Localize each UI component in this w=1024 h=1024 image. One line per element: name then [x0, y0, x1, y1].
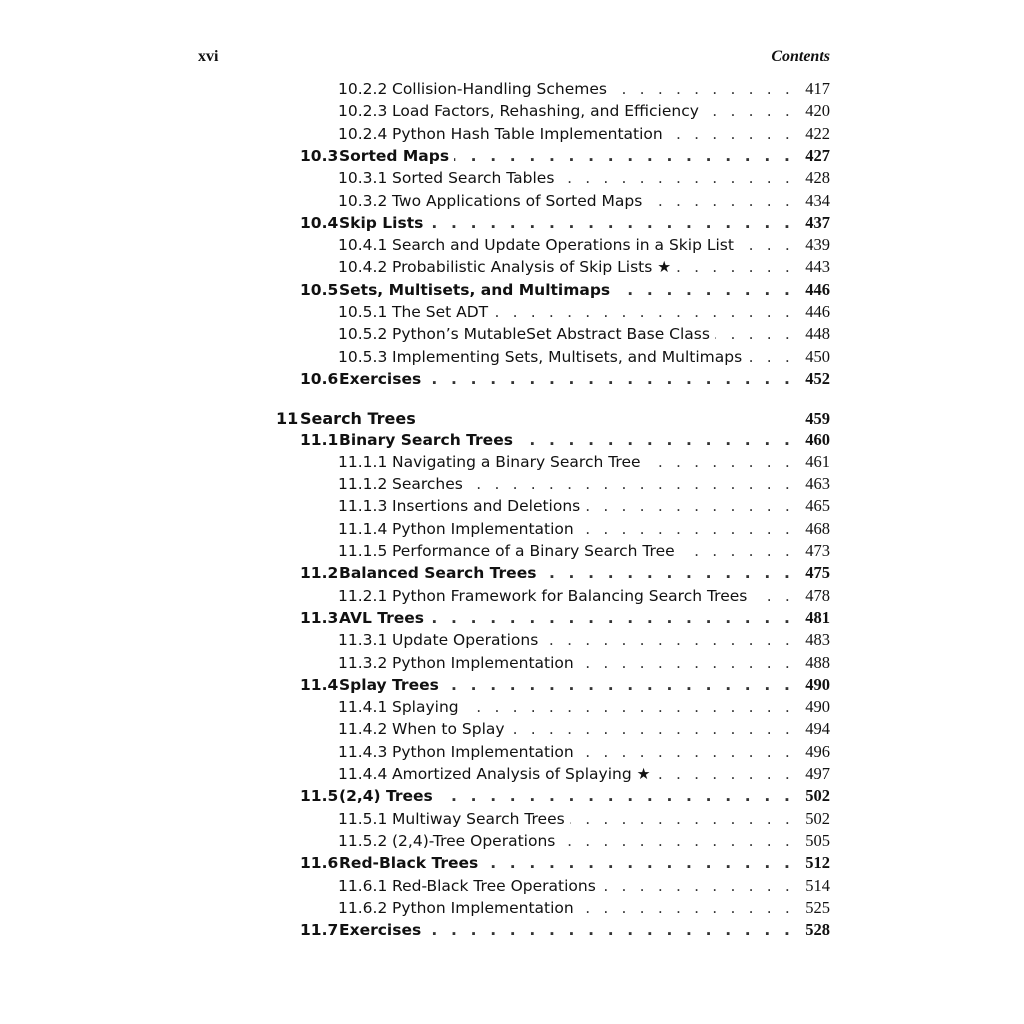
toc-entry-title: (2,4)-Tree Operations	[392, 830, 560, 852]
toc-entry-page: 422	[796, 123, 830, 145]
toc-entry[interactable]	[300, 852, 830, 874]
toc-entry-title: Sorted Search Tables	[392, 167, 559, 189]
toc-entry[interactable]	[300, 212, 830, 234]
toc-entry-number: 10.4.2	[338, 258, 388, 277]
toc-entry[interactable]	[276, 408, 830, 430]
toc-leader-dots	[570, 808, 794, 830]
toc-entry-number: 11.3.2	[338, 653, 388, 672]
toc-leader-dots	[747, 346, 794, 368]
toc-entry[interactable]	[338, 256, 830, 278]
toc-leader-dots	[601, 875, 794, 897]
toc-leader-dots	[579, 741, 794, 763]
toc-entry-page: 478	[796, 585, 830, 607]
toc-entry-number: 11.1.3	[338, 497, 388, 516]
toc-entry[interactable]	[338, 518, 830, 540]
toc-leader-dots	[646, 451, 794, 473]
toc-entry[interactable]	[300, 429, 830, 451]
toc-entry[interactable]	[300, 785, 830, 807]
toc-leader-dots	[428, 212, 794, 234]
toc-entry-page: 496	[796, 741, 830, 763]
toc-leader-dots	[704, 100, 794, 122]
toc-entry-page: 443	[796, 256, 830, 278]
toc-entry-page: 427	[796, 145, 830, 167]
toc-entry-title: Python Implementation	[392, 652, 579, 674]
toc-leader-dots	[668, 123, 794, 145]
toc-entry-title: AVL Trees	[339, 607, 429, 629]
toc-leader-dots	[510, 718, 794, 740]
toc-entry-title: Skip Lists	[339, 212, 428, 234]
toc-leader-dots	[612, 78, 794, 100]
toc-entry-page: 497	[796, 763, 830, 785]
page-number-label: xvi	[198, 48, 219, 65]
toc-entry-number: 11.3.1	[338, 631, 388, 650]
toc-entry-number: 11.4.3	[338, 742, 388, 761]
toc-leader-dots	[579, 518, 794, 540]
toc-leader-dots	[483, 852, 794, 874]
toc-entry-title: Multiway Search Trees	[392, 808, 570, 830]
toc-entry-page: 481	[796, 607, 830, 629]
toc-entry-title: When to Splay	[392, 718, 510, 740]
toc-entry-title: Search Trees	[300, 408, 421, 430]
toc-entry-title: Sets, Multisets, and Multimaps	[339, 279, 615, 301]
toc-entry[interactable]	[338, 696, 830, 718]
toc-entry-title: Exercises	[339, 919, 426, 941]
toc-entry[interactable]	[300, 145, 830, 167]
toc-entry-page: 475	[796, 562, 830, 584]
toc-entry-page: 494	[796, 718, 830, 740]
toc-entry-title: Python Framework for Balancing Search Trees	[392, 585, 752, 607]
toc-entry-title: Load Factors, Rehashing, and Efficiency	[392, 100, 704, 122]
toc-entry-page: 488	[796, 652, 830, 674]
toc-entry-page: 468	[796, 518, 830, 540]
toc-entry-page: 473	[796, 540, 830, 562]
toc-leader-dots	[426, 368, 794, 390]
toc-entry-page: 512	[796, 852, 830, 874]
toc-leader-dots	[752, 585, 794, 607]
toc-entry-number: 11.6	[300, 854, 339, 873]
toc-entry-number: 11.4.1	[338, 698, 388, 717]
toc-entry[interactable]	[338, 495, 830, 517]
toc-entry-page: 465	[796, 495, 830, 517]
toc-entry-number: 11.6.2	[338, 898, 388, 917]
toc-entry-number: 10.2.4	[338, 124, 388, 143]
toc-entry-number: 10.5.3	[338, 347, 388, 366]
toc-entry[interactable]	[338, 830, 830, 852]
toc-entry-page: 514	[796, 875, 830, 897]
toc-entry-number: 11.5	[300, 787, 339, 806]
toc-entry-page: 448	[796, 323, 830, 345]
toc-entry[interactable]	[338, 78, 830, 100]
toc-entry-title: Python Implementation	[392, 897, 579, 919]
toc-entry-page: 502	[796, 785, 830, 807]
toc-entry-number: 11.2.1	[338, 586, 388, 605]
toc-entry[interactable]	[338, 741, 830, 763]
toc-entry[interactable]	[338, 763, 830, 785]
toc-entry[interactable]	[338, 808, 830, 830]
toc-entry-number: 11.1.1	[338, 452, 388, 471]
toc-entry-title: Splay Trees	[339, 674, 444, 696]
toc-entry[interactable]	[338, 346, 830, 368]
toc-entry-number: 11.6.1	[338, 876, 388, 895]
toc-entry[interactable]	[338, 629, 830, 651]
toc-entry[interactable]	[338, 540, 830, 562]
toc-entry-title: Python Implementation	[392, 518, 579, 540]
toc-entry-number: 11.3	[300, 608, 339, 627]
toc-leader-dots	[560, 830, 794, 852]
toc-entry-page: 450	[796, 346, 830, 368]
toc-entry[interactable]	[338, 100, 830, 122]
toc-entry-title: Amortized Analysis of Splaying ★	[392, 763, 655, 785]
running-title: Contents	[771, 48, 830, 65]
toc-entry-title: Performance of a Binary Search Tree	[392, 540, 680, 562]
toc-entry-page: 459	[796, 408, 830, 430]
toc-leader-dots	[543, 629, 794, 651]
toc-entry-number: 11.1	[300, 430, 339, 449]
toc-entry[interactable]	[300, 607, 830, 629]
toc-leader-dots	[493, 301, 794, 323]
toc-leader-dots	[579, 652, 794, 674]
toc-entry[interactable]	[338, 473, 830, 495]
toc-entry-title: Insertions and Deletions	[392, 495, 585, 517]
toc-leader-dots	[438, 785, 794, 807]
toc-leader-dots	[739, 234, 794, 256]
toc-entry-title: Collision-Handling Schemes	[392, 78, 612, 100]
toc-entry[interactable]	[338, 875, 830, 897]
toc-entry[interactable]	[300, 279, 830, 301]
toc-entry-page: 460	[796, 429, 830, 451]
toc-entry[interactable]	[338, 167, 830, 189]
toc-entry[interactable]	[300, 368, 830, 390]
toc-leader-dots	[715, 323, 794, 345]
toc-entry[interactable]	[338, 190, 830, 212]
toc-leader-dots	[676, 256, 794, 278]
toc-entry-number: 10.2.3	[338, 102, 388, 121]
toc-entry-title: The Set ADT	[392, 301, 493, 323]
toc-entry[interactable]	[338, 897, 830, 919]
toc-entry-page: 490	[796, 674, 830, 696]
toc-entry-title: Balanced Search Trees	[339, 562, 541, 584]
toc-leader-dots	[655, 763, 794, 785]
toc-entry-number: 11.5.1	[338, 809, 388, 828]
toc-leader-dots	[464, 696, 794, 718]
toc-entry-title: Navigating a Binary Search Tree	[392, 451, 646, 473]
toc-entry-page: 446	[796, 301, 830, 323]
toc-entry-number: 11.2	[300, 564, 339, 583]
toc-entry-title: Python Hash Table Implementation	[392, 123, 668, 145]
toc-entry[interactable]	[338, 234, 830, 256]
toc-leader-dots	[454, 145, 794, 167]
toc-entry-number: 11.4.2	[338, 720, 388, 739]
toc-entry-title: Search and Update Operations in a Skip List	[392, 234, 739, 256]
toc-entry-page: 434	[796, 190, 830, 212]
toc-leader-dots	[680, 540, 794, 562]
toc-entry-number: 11	[276, 409, 299, 429]
toc-entry[interactable]	[300, 919, 830, 941]
running-head	[198, 48, 830, 70]
toc-entry-title: Sorted Maps	[339, 145, 454, 167]
toc-entry-number: 10.5	[300, 280, 339, 299]
toc-entry[interactable]	[338, 301, 830, 323]
toc-entry[interactable]	[338, 585, 830, 607]
toc-entry-number: 11.4.4	[338, 765, 388, 783]
toc-entry-page: 463	[796, 473, 830, 495]
toc-entry-number: 10.5.2	[338, 325, 388, 344]
toc-entry-number: 10.3	[300, 146, 339, 165]
toc-entry-number: 10.3.2	[338, 191, 388, 210]
toc-entry-number: 11.1.4	[338, 519, 388, 538]
toc-entry-page: 502	[796, 808, 830, 830]
toc-entry[interactable]	[338, 123, 830, 145]
toc-entry-title: (2,4) Trees	[339, 785, 438, 807]
toc-leader-dots	[429, 607, 794, 629]
toc-leader-dots	[444, 674, 794, 696]
toc-entry-title: Python Implementation	[392, 741, 579, 763]
toc-entry-page: 490	[796, 696, 830, 718]
toc-leader-dots	[615, 279, 794, 301]
toc-leader-dots	[426, 919, 794, 941]
toc-entry-page: 437	[796, 212, 830, 234]
toc-entry-page: 420	[796, 100, 830, 122]
toc-entry-number: 11.4	[300, 675, 339, 694]
toc-leader-dots	[541, 562, 794, 584]
toc-entry-page: 428	[796, 167, 830, 189]
toc-entry-title: Red-Black Trees	[339, 852, 483, 874]
toc-entry-title: Searches	[392, 473, 468, 495]
toc-entry-page: 417	[796, 78, 830, 100]
toc-entry[interactable]	[300, 562, 830, 584]
toc-entry-title: Update Operations	[392, 629, 543, 651]
toc-entry[interactable]	[338, 718, 830, 740]
toc-entry-number: 10.4	[300, 213, 339, 232]
toc-entry-number: 10.4.1	[338, 236, 388, 255]
toc-entry-title: Two Applications of Sorted Maps	[392, 190, 647, 212]
toc-leader-dots	[518, 429, 794, 451]
toc-leader-dots	[468, 473, 794, 495]
toc-entry-number: 11.7	[300, 921, 339, 940]
toc-entry-number: 10.5.1	[338, 303, 388, 321]
toc-entry-page: 505	[796, 830, 830, 852]
toc-entry-number: 11.5.2	[338, 831, 388, 850]
toc-entry-title: Red-Black Tree Operations	[392, 875, 601, 897]
toc-entry[interactable]	[338, 451, 830, 473]
toc-entry-page: 483	[796, 629, 830, 651]
toc-leader-dots	[585, 495, 794, 517]
toc-entry-number: 10.2.2	[338, 80, 388, 98]
toc-leader-dots	[647, 190, 794, 212]
toc-entry[interactable]	[338, 323, 830, 345]
toc-entry-page: 439	[796, 234, 830, 256]
toc-entry-page: 528	[796, 919, 830, 941]
toc-entry-title: Python’s MutableSet Abstract Base Class	[392, 323, 715, 345]
toc-entry-number: 10.6	[300, 369, 339, 388]
toc-entry[interactable]	[338, 652, 830, 674]
toc-entry-number: 11.1.5	[338, 542, 388, 560]
toc-entry-title: Splaying	[392, 696, 464, 718]
toc-entry-page: 461	[796, 451, 830, 473]
toc-leader-dots	[559, 167, 794, 189]
toc-entry[interactable]	[300, 674, 830, 696]
toc-entry-number: 11.1.2	[338, 475, 388, 494]
toc-entry-page: 446	[796, 279, 830, 301]
toc-entry-number: 10.3.1	[338, 169, 388, 188]
toc-leader-dots	[579, 897, 794, 919]
toc-entry-title: Exercises	[339, 368, 426, 390]
toc-entry-title: Probabilistic Analysis of Skip Lists ★	[392, 256, 676, 278]
toc-entry-title: Binary Search Trees	[339, 429, 518, 451]
toc-entry-title: Implementing Sets, Multisets, and Multimaps	[392, 346, 747, 368]
toc-entry-page: 525	[796, 897, 830, 919]
toc-entry-page: 452	[796, 368, 830, 390]
